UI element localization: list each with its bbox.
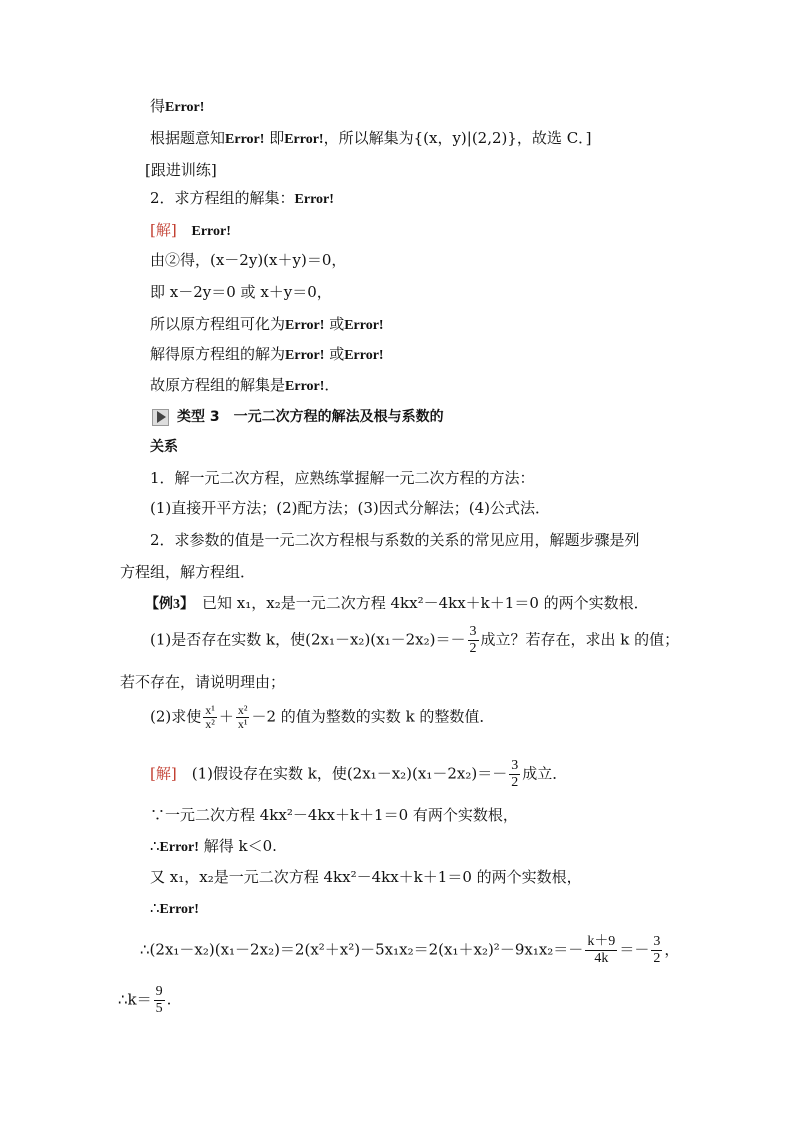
text: ∴(2x₁－x₂)(x₁－2x₂)＝2(x²＋x²)－5x₁x₂＝2(x₁＋x₂)²－9x₁x₂＝－ [140, 940, 584, 959]
step-transform [150, 314, 384, 336]
para-2-cont: 方程组，解方程组． [120, 563, 256, 581]
text: ∴ [150, 899, 160, 917]
error-ref: Error! [344, 348, 384, 363]
play-triangle-icon [152, 409, 169, 426]
solution-3-step-4: 又 x₁，x₂是一元二次方程 4kx²－4kx＋k＋1＝0 的两个实数根， [150, 868, 582, 886]
text: (1)是否存在实数 k，使(2x₁－x₂)(x₁－2x₂)＝－ [150, 630, 466, 649]
section-heading [152, 406, 444, 427]
text: ∴ [150, 837, 160, 855]
text: ， [664, 940, 680, 959]
text: 解得原方程组的解为 [150, 345, 286, 363]
error-ref: Error! [159, 902, 199, 917]
solution-3-result [118, 984, 171, 1017]
error-ref: Error! [165, 100, 205, 115]
text: 成立． [522, 764, 568, 783]
text: (2)求使 [150, 707, 202, 726]
fraction: $\frac{9}{5}$ [155, 984, 163, 1016]
error-ref: Error! [191, 224, 231, 239]
text: 所以原方程组可化为 [150, 315, 286, 333]
fraction: $\frac{3}{2}$ [511, 758, 519, 790]
follow-up-training-label: [跟进训练] [145, 161, 217, 179]
fraction: $\frac{k+9}{4k}$ [587, 934, 616, 966]
fraction: $\frac{\text{x²}}{\text{x¹}}$ [237, 703, 248, 731]
error-ref: Error! [285, 348, 325, 363]
section-heading-cont [150, 436, 178, 457]
error-ref: Error! [285, 318, 325, 333]
question-1-cont: 若不存在，请说明理由； [120, 673, 286, 691]
solution-2-header [150, 220, 231, 242]
text: ＝－ [619, 940, 650, 959]
line-solution-set [150, 128, 592, 150]
line-result [150, 96, 204, 118]
solution-3-step-1 [150, 758, 567, 791]
problem-2 [150, 188, 334, 210]
error-ref: Error! [284, 132, 324, 147]
text: ，所以解集为{(x，y)|(2,2)}，故选 C．] [323, 129, 592, 147]
question-2 [150, 704, 494, 731]
fraction: $\frac{3}{2}$ [469, 624, 477, 656]
solution-3-step-3 [150, 836, 277, 858]
heading-text: 类型 3 一元二次方程的解法及根与系数的 [177, 409, 444, 425]
text: . [166, 990, 172, 1009]
text: 故原方程组的解集是 [150, 376, 286, 394]
text: 得 [150, 97, 166, 115]
solution-tag: [解] [150, 221, 177, 239]
error-ref: Error! [344, 318, 384, 333]
text: －2 的值为整数的实数 k 的整数值． [251, 707, 495, 726]
text: 或 [329, 345, 345, 363]
text: 或 [329, 315, 345, 333]
solution-3-step-6 [140, 934, 679, 967]
text: ＋ [218, 707, 234, 726]
step-factor: 由②得，(x－2y)(x＋y)＝0， [150, 251, 347, 269]
error-ref: Error! [285, 379, 325, 394]
para-2: 2．求参数的值是一元二次方程根与系数的关系的常见应用，解题步骤是列 [150, 531, 640, 549]
para-1: 1．解一元二次方程，应熟练掌握解一元二次方程的方法： [150, 469, 535, 487]
error-ref: Error! [225, 132, 265, 147]
error-ref: Error! [159, 840, 199, 855]
text: 即 [269, 129, 285, 147]
text: 成立？若存在，求出 k 的值； [480, 630, 680, 649]
step-solve [150, 344, 384, 366]
example-tag: 【例3】 [145, 597, 187, 612]
solution-tag: [解] [150, 764, 177, 783]
text: 根据题意知 [150, 129, 226, 147]
fraction: $\frac{3}{2}$ [653, 934, 661, 966]
step-cases: 即 x－2y＝0 或 x＋y＝0， [150, 283, 332, 301]
example-3 [145, 593, 649, 615]
solution-3-step-2: ∵一元二次方程 4kx²－4kx＋k＋1＝0 有两个实数根， [150, 806, 518, 824]
heading-text: 关系 [150, 439, 178, 455]
text: (1)假设存在实数 k，使(2x₁－x₂)(x₁－2x₂)＝－ [176, 764, 508, 783]
text: ． [324, 376, 340, 394]
step-conclusion [150, 375, 339, 397]
para-methods: (1)直接开平方法；(2)配方法；(3)因式分解法；(4)公式法． [150, 499, 550, 517]
text: 解得 k＜0. [203, 837, 277, 855]
text: 2．求方程组的解集： [150, 189, 295, 207]
text: ∴k＝ [118, 990, 152, 1009]
text: 已知 x₁，x₂是一元二次方程 4kx²－4kx＋k＋1＝0 的两个实数根． [187, 594, 649, 612]
fraction: $\frac{\text{x¹}}{\text{x²}}$ [205, 703, 215, 731]
error-ref: Error! [294, 192, 334, 207]
question-1 [150, 624, 679, 657]
solution-3-step-5 [150, 898, 199, 920]
